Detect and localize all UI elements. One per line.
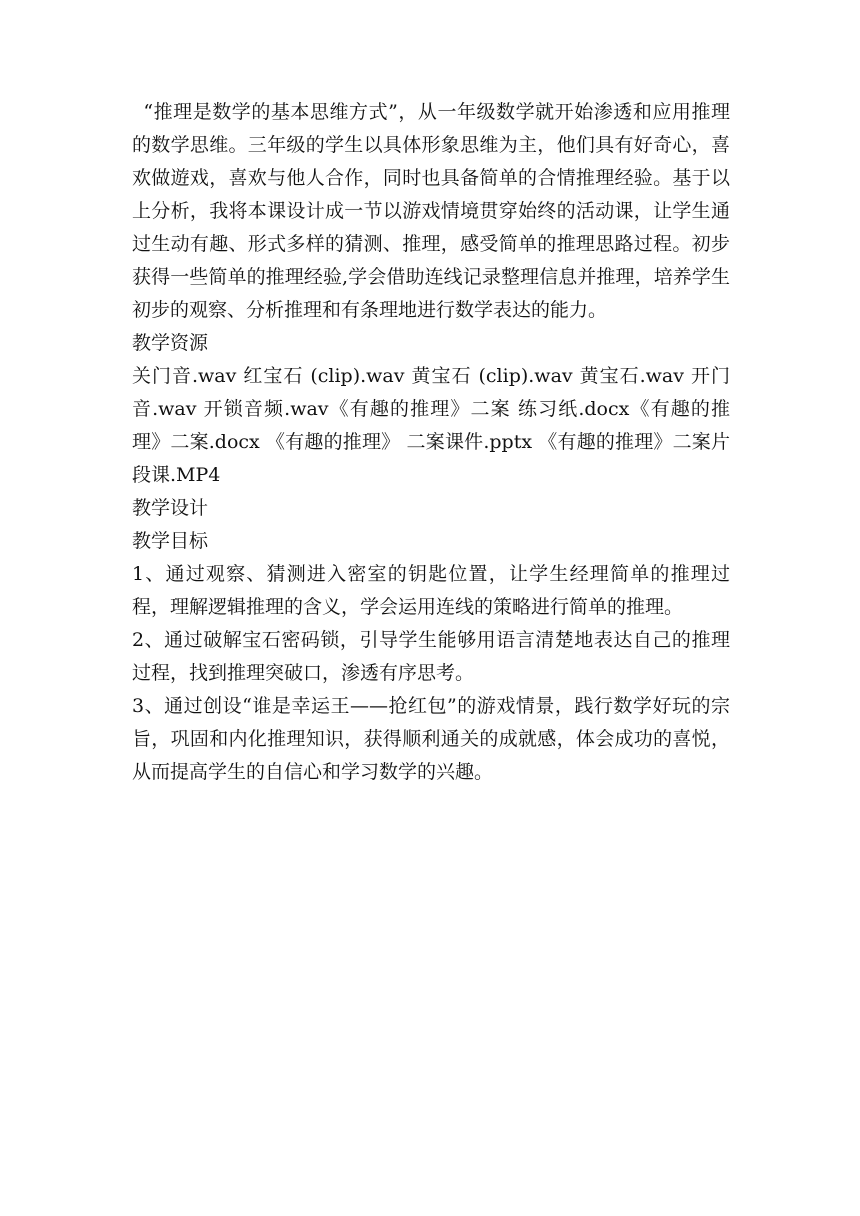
design-heading: 教学设计 bbox=[132, 497, 209, 519]
goal-item-1: 1、通过观察、猜测进入密室的钥匙位置，让学生经理简单的推理过程，理解逻辑推理的含义，学会运用连线的策略进行简单的推理。 bbox=[132, 563, 730, 618]
resources-list: 关门音.wav 红宝石 (clip).wav 黄宝石 (clip).wav 黄宝石.wav 开门音.wav 开锁音频.wav《有趣的推理》二案 练习纸.docx《有趣的推理》二案.docx 《有趣的推理》 二案课件.pptx 《有趣的推理》二案片段课.MP4 bbox=[132, 365, 730, 486]
document-page bbox=[132, 96, 730, 789]
resources-heading: 教学资源 bbox=[132, 332, 209, 354]
goals-heading: 教学目标 bbox=[132, 530, 209, 552]
intro-paragraph: “推理是数学的基本思维方式”，从一年级数学就开始渗透和应用推理的数学思维。三年级的学生以具体形象思维为主，他们具有好奇心，喜欢做遊戏，喜欢与他人合作，同时也具备简单的合情推理经验。基于以上分析，我将本课设计成一节以游戏情境贯穿始终的活动课，让学生通过生动有趣、形式多样的猜测、推理，感受简单的推理思路过程。初步获得一些简单的推理经验,学会借助连线记录整理信息并推理，培养学生初步的观察、分析推理和有条理地进行数学表达的能力。 bbox=[132, 101, 730, 321]
goal-item-3: 3、通过创设“谁是幸运王——抢红包”的游戏情景，践行数学好玩的宗旨，巩固和内化推理知识，获得顺利通关的成就感，体会成功的喜悦，从而提高学生的自信心和学习数学的兴趣。 bbox=[132, 695, 730, 783]
goal-item-2: 2、通过破解宝石密码锁，引导学生能够用语言清楚地表达自己的推理过程，找到推理突破口，渗透有序思考。 bbox=[132, 629, 730, 684]
